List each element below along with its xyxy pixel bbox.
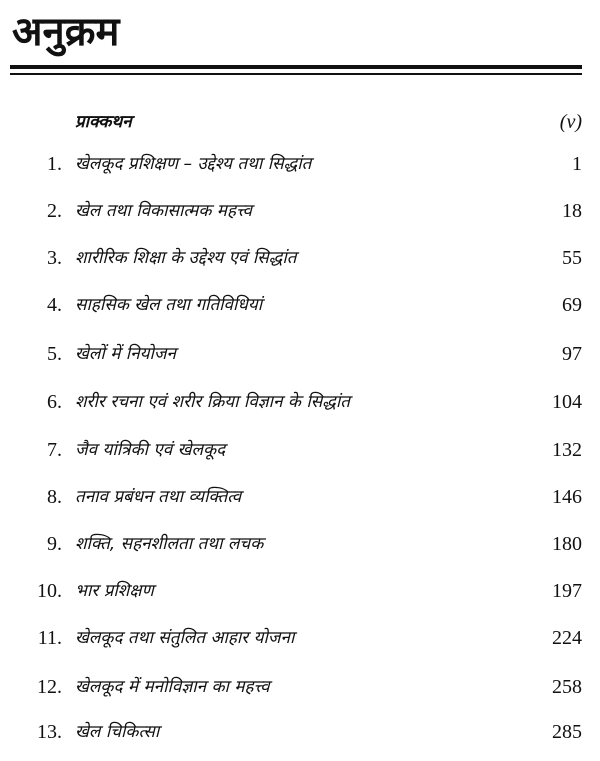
toc-entry-title: तनाव प्रबंधन तथा व्यक्तित्व <box>75 487 242 507</box>
toc-entry-title: साहसिक खेल तथा गतिविधियां <box>75 295 263 315</box>
toc-entry-title: शरीर रचना एवं शरीर क्रिया विज्ञान के सिद्धांत <box>75 392 350 412</box>
toc-entry-number: 9. <box>47 533 62 555</box>
page-title: अनुक्रम <box>12 9 120 55</box>
toc-entry[interactable] <box>0 339 600 369</box>
toc-entry[interactable] <box>0 387 600 417</box>
title-divider-thin <box>10 73 582 75</box>
title-divider-thick <box>10 65 582 69</box>
toc-entry-number: 6. <box>47 391 62 413</box>
toc-entry-title: प्राक्कथन <box>75 112 132 132</box>
toc-entry-title: खेलकूद प्रशिक्षण – उद्देश्य तथा सिद्धांत <box>75 154 312 174</box>
toc-entry-page: 285 <box>552 721 582 743</box>
toc-entry[interactable] <box>0 482 600 512</box>
toc-entry-title: खेलकूद में मनोविज्ञान का महत्त्व <box>75 677 270 697</box>
toc-entry-title: खेलों में नियोजन <box>75 344 176 364</box>
toc-entry-page: 197 <box>552 580 582 602</box>
toc-entry-title: भार प्रशिक्षण <box>75 581 154 601</box>
toc-entry-page: 258 <box>552 676 582 698</box>
toc-entry-title: शक्ति, सहनशीलता तथा लचक <box>75 534 264 554</box>
toc-entry-title: खेल तथा विकासात्मक महत्त्व <box>75 201 253 221</box>
toc-entry[interactable] <box>0 435 600 465</box>
toc-entry-number: 10. <box>37 580 62 602</box>
toc-entry-number: 12. <box>37 676 62 698</box>
toc-entry-page: 55 <box>562 247 582 269</box>
toc-entry-number: 1. <box>47 153 62 175</box>
toc-entry-page: 69 <box>562 294 582 316</box>
toc-entry-number: 11. <box>37 627 62 649</box>
toc-entry-page: 224 <box>552 627 582 649</box>
toc-entry-page: 146 <box>552 486 582 508</box>
toc-entry[interactable] <box>0 576 600 606</box>
toc-entry-page: 132 <box>552 439 582 461</box>
toc-entry[interactable] <box>0 623 600 653</box>
toc-entry-page: 104 <box>552 391 582 413</box>
toc-entry-preface[interactable] <box>0 107 600 137</box>
toc-entry-number: 2. <box>47 200 62 222</box>
toc-entry[interactable] <box>0 196 600 226</box>
toc-entry-page: 1 <box>572 153 582 175</box>
toc-entry-title: शारीरिक शिक्षा के उद्देश्य एवं सिद्धांत <box>75 248 297 268</box>
toc-entry[interactable] <box>0 672 600 702</box>
toc-entry-page: 18 <box>562 200 582 222</box>
toc-entry-number: 5. <box>47 343 62 365</box>
toc-entry-title: खेल चिकित्सा <box>75 722 160 742</box>
toc-entry-number: 13. <box>37 721 62 743</box>
toc-entry[interactable] <box>0 717 600 747</box>
toc-entry-number: 8. <box>47 486 62 508</box>
toc-entry-number: 3. <box>47 247 62 269</box>
toc-entry[interactable] <box>0 243 600 273</box>
toc-entry-page: (v) <box>559 111 582 133</box>
toc-entry[interactable] <box>0 529 600 559</box>
toc-entry-page: 97 <box>562 343 582 365</box>
toc-entry-number: 4. <box>47 294 62 316</box>
toc-entry-title: जैव यांत्रिकी एवं खेलकूद <box>75 440 226 460</box>
toc-entry[interactable] <box>0 290 600 320</box>
toc-entry[interactable] <box>0 149 600 179</box>
toc-entry-page: 180 <box>552 533 582 555</box>
toc-entry-number: 7. <box>47 439 62 461</box>
toc-entry-title: खेलकूद तथा संतुलित आहार योजना <box>75 628 295 648</box>
